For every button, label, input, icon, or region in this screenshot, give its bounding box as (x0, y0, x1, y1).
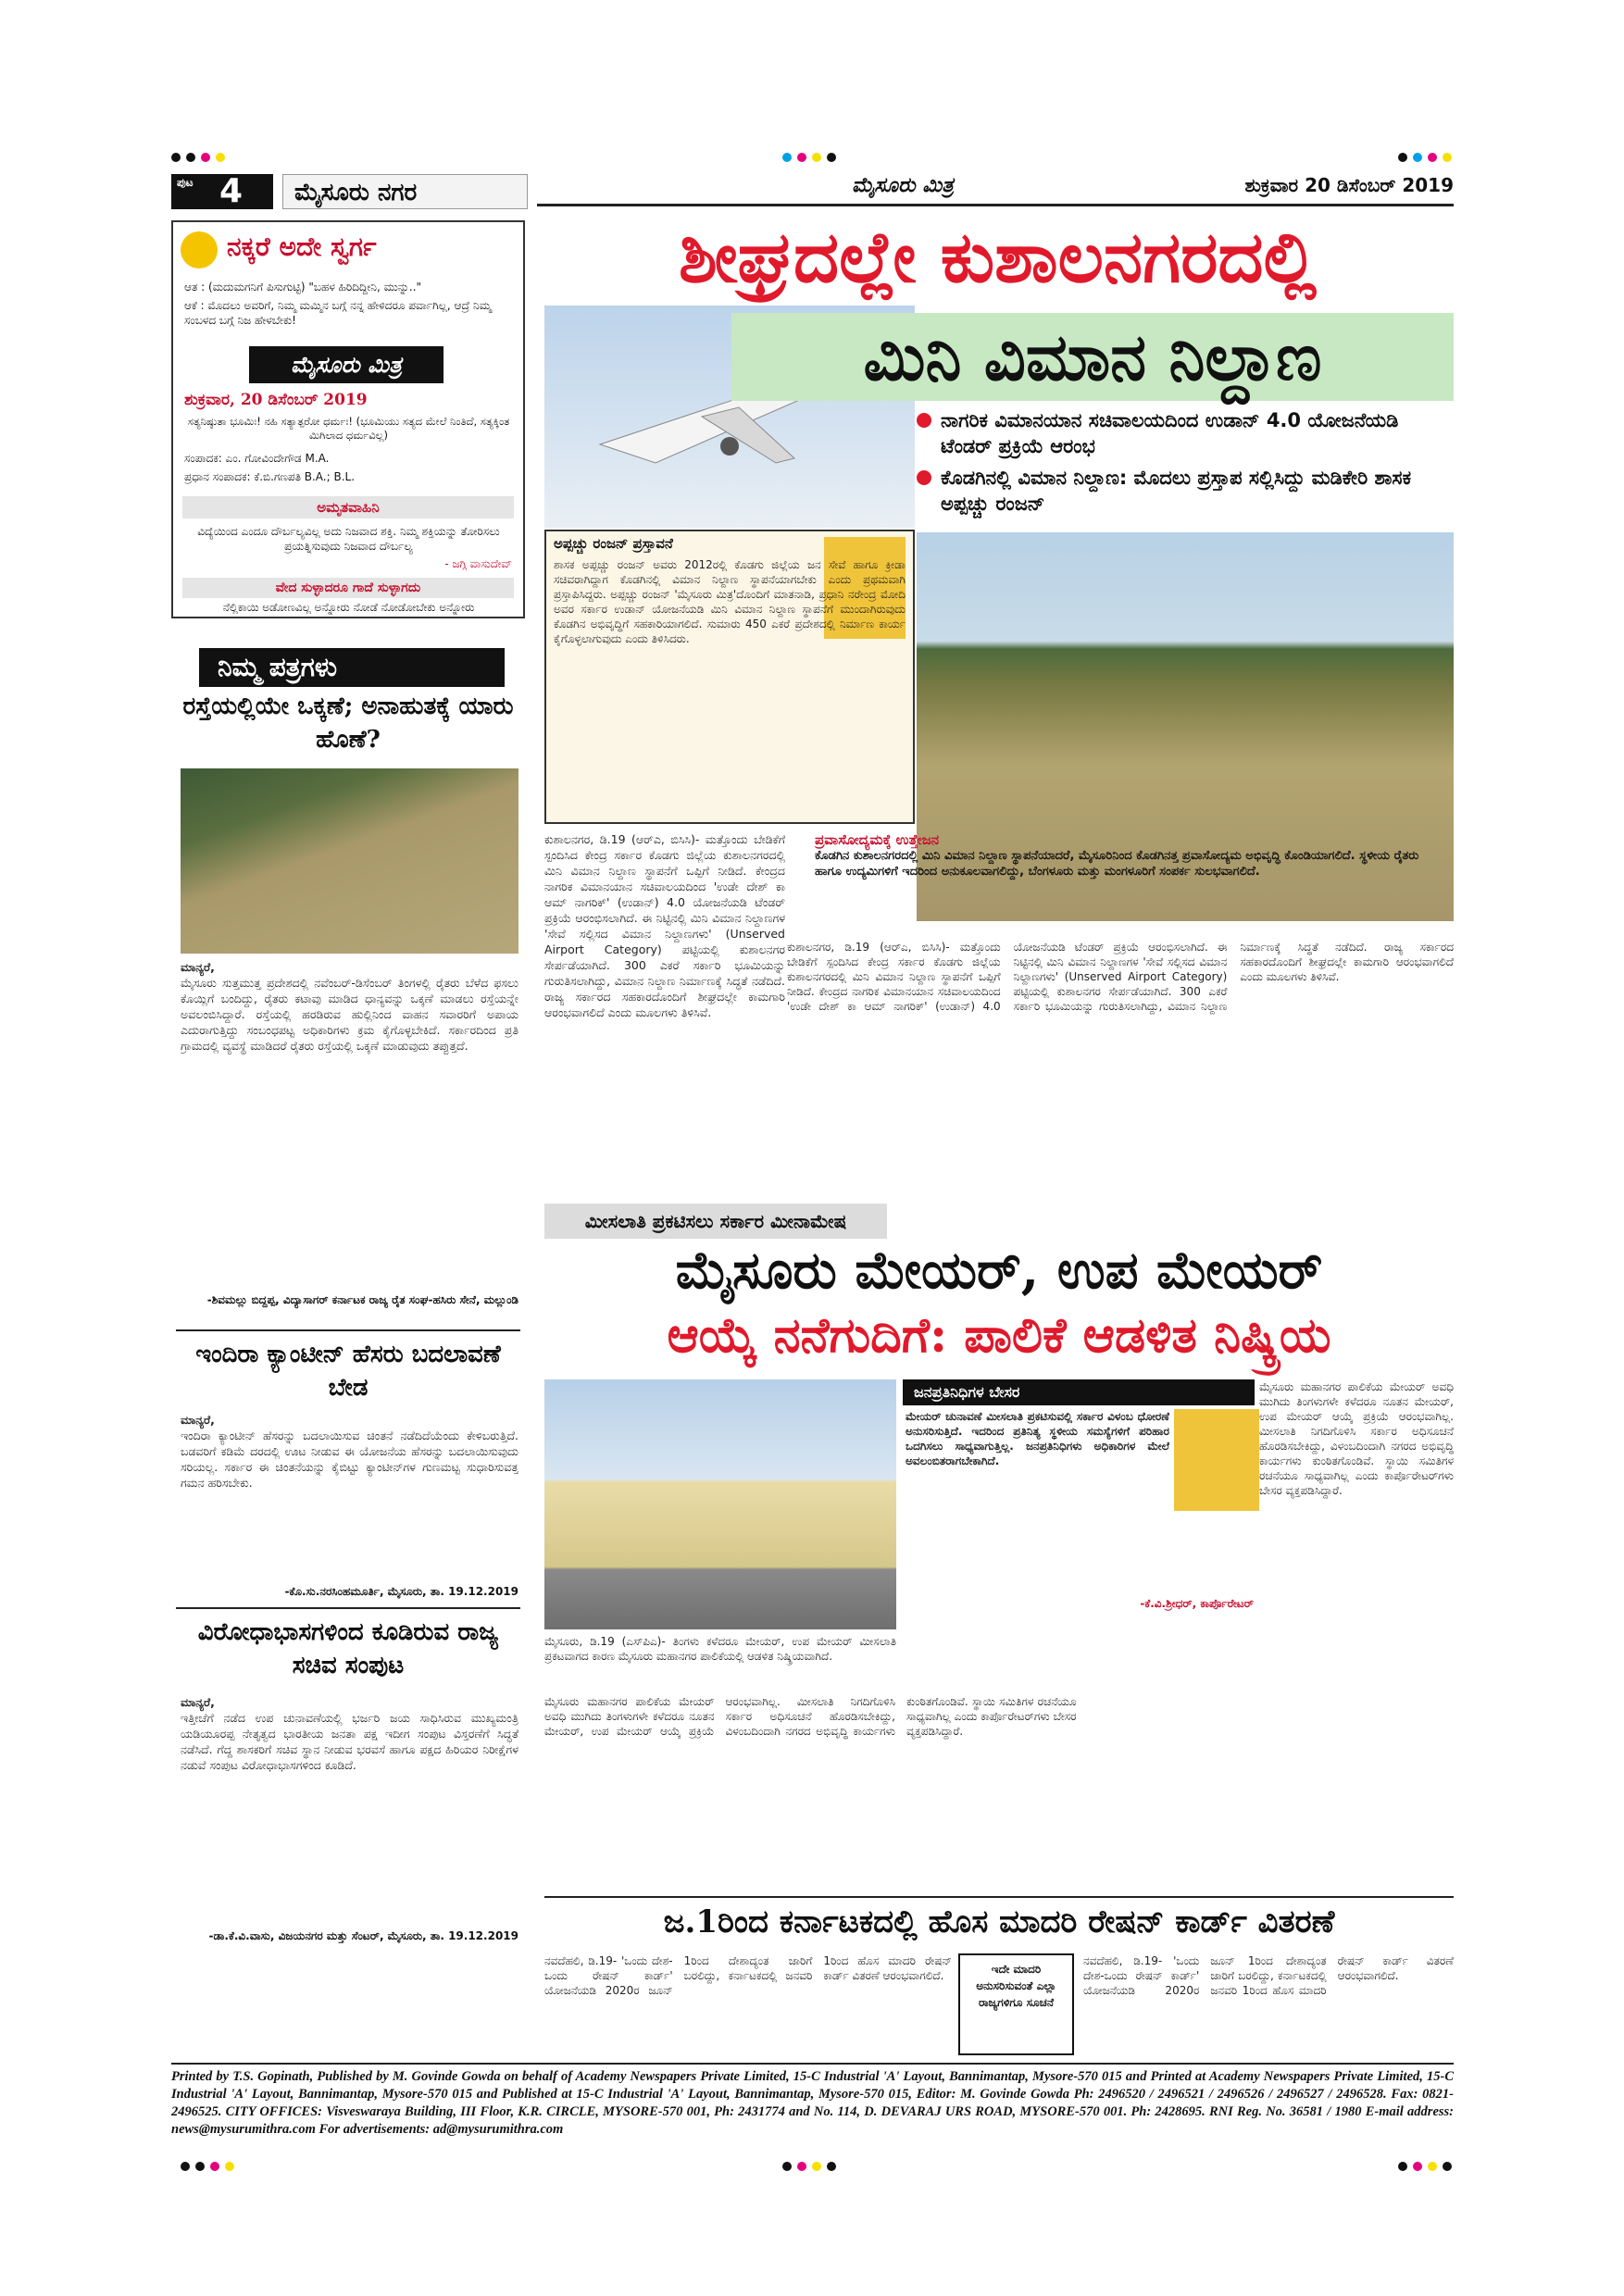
section-title: ಮೈಸೂರು ನಗರ (282, 174, 528, 209)
sidebar-masthead: ಮೈಸೂರು ಮಿತ್ರ (249, 346, 443, 383)
laughing-face-icon (181, 231, 218, 268)
lead-body-continued: ಕುಶಾಲನಗರ, ಡಿ.19 (ಆರ್‌ಎ, ಬಿಸಿಸಿ)- ಮತ್ತೊಂದು ಬೇಡಿಕೆಗೆ ಸ್ಪಂದಿಸಿದ ಕೇಂದ್ರ ಸರ್ಕಾರ ಕೊಡಗು ಜಿಲ್ಲೆಯ ಕುಶಾಲನಗರದಲ್ಲಿ ಮಿನಿ ವಿಮಾನ ನಿಲ್ದಾಣ ಸ್ಥಾಪನೆಗೆ ಒಪ್ಪಿಗೆ ನೀಡಿದೆ. ಕೇಂದ್ರದ ನಾಗರಿಕ ವಿಮಾನಯಾನ ಸಚಿವಾಲಯದಿಂದ 'ಉಡೇ ದೇಶ್ ಕಾ ಆಮ್ ನಾಗರಿಕ್' (ಉಡಾನ್) 4.0 ಯೋಜನೆಯಡಿ ಟೆಂಡರ್ ಪ್ರಕ್ರಿಯೆ ಆರಂಭಿಸಲಾಗಿದೆ. ಈ ನಿಟ್ಟಿನಲ್ಲಿ ಮಿನಿ ವಿಮಾನ ನಿಲ್ದಾಣಗಳ 'ಸೇವೆ ಸಲ್ಲಿಸದ ವಿಮಾನ ನಿಲ್ದಾಣಗಳು' (Unserved Airport Category) ಪಟ್ಟಿಯಲ್ಲಿ ಕುಶಾಲನಗರ ಸೇರ್ಪಡೆಯಾಗಿದೆ. 300 ಎಕರೆ ಸರ್ಕಾರಿ ಭೂಮಿಯನ್ನು ಗುರುತಿಸಲಾಗಿದ್ದು, ವಿಮಾನ ನಿಲ್ದಾಣ ನಿರ್ಮಾಣಕ್ಕೆ ಸಿದ್ಧತೆ ನಡೆದಿದೆ. ರಾಜ್ಯ ಸರ್ಕಾರದ ಸಹಕಾರದೊಂದಿಗೆ ಶೀಘ್ರದಲ್ಲೇ ಕಾಮಗಾರಿ ಆರಂಭವಾಗಲಿದೆ ಎಂದು ಮೂಲಗಳು ತಿಳಿಸಿವೆ. (787, 941, 1454, 1013)
page-number-badge (171, 174, 273, 209)
mayor-box-text: ಮೇಯರ್ ಚುನಾವಣೆ ಮೀಸಲಾತಿ ಪ್ರಕಟಿಸುವಲ್ಲಿ ಸರ್ಕಾರ ವಿಳಂಬ ಧೋರಣೆ ಅನುಸರಿಸುತ್ತಿದೆ. ಇದರಿಂದ ಪ್ರತಿನಿತ್ಯ ಸ್ಥಳೀಯ ಸಮಸ್ಯೆಗಳಿಗೆ ಪರಿಹಾರ ಒದಗಿಸಲು ಸಾಧ್ಯವಾಗುತ್ತಿಲ್ಲ. ಜನಪ್ರತಿನಿಧಿಗಳು ಅಧಿಕಾರಿಗಳ ಮೇಲೆ ಅವಲಂಬಿತರಾಗಬೇಕಾಗಿದೆ. (906, 1410, 1169, 1467)
sidebar-editor: ಸಂಪಾದಕ: ಎಂ. ಗೋವಿಂದೇಗೌಡ M.A. (184, 452, 330, 465)
mayor-box-title: ಜನಪ್ರತಿನಿಧಿಗಳ ಬೇಸರ (903, 1379, 1255, 1405)
quote-author: - ಜಗ್ಗಿ ವಾಸುದೇವ್ (444, 557, 512, 570)
letters-banner-text: ನಿಮ್ಮ ಪತ್ರಗಳು (218, 652, 337, 682)
ranjan-box (544, 530, 915, 824)
mayor-caption: ಮೈಸೂರು, ಡಿ.19 (ಎಸ್‌ಪಿಎ)- ತಿಂಗಳು ಕಳೆದರೂ ಮೇಯರ್, ಉಪ ಮೇಯರ್ ಮೀಸಲಾತಿ ಪ್ರಕಟವಾಗದ ಕಾರಣ ಮೈಸೂರು ಮಹಾನಗರ ಪಾಲಿಕೆಯಲ್ಲಿ ಆಡಳಿತ ನಿಷ್ಕ್ರಿಯವಾಗಿದೆ. (544, 1635, 896, 1663)
divider (544, 1896, 1454, 1898)
letter1-photo-road (181, 768, 518, 954)
footer-rule (171, 2063, 1454, 2065)
veda-title: ವೇದ ಸುಳ್ಳಾದರೂ ಗಾದೆ ಸುಳ್ಳಾಗದು (182, 578, 514, 598)
divider (176, 1607, 520, 1609)
divider (176, 1329, 520, 1331)
lead-headline-2: ಮಿನಿ ವಿಮಾನ ನಿಲ್ದಾಣ (731, 313, 1454, 401)
mayor-headline-1: ಮೈಸೂರು ಮೇಯರ್, ಉಪ ಮೇಯರ್ (675, 1240, 1323, 1301)
registration-marks-bottom (181, 2157, 240, 2175)
lead-bullets (917, 407, 1454, 517)
lead-headline-1: ಶೀಘ್ರದಲ್ಲೇ ಕುಶಾಲನಗರದಲ್ಲಿ (679, 216, 1317, 298)
corporator-portrait (1174, 1409, 1259, 1511)
mayor-body: ಮೈಸೂರು ಮಹಾನಗರ ಪಾಲಿಕೆಯ ಮೇಯರ್ ಅವಧಿ ಮುಗಿದು ತಿಂಗಳುಗಳೇ ಕಳೆದರೂ ನೂತನ ಮೇಯರ್, ಉಪ ಮೇಯರ್ ಆಯ್ಕೆ ಪ್ರಕ್ರಿಯೆ ಆರಂಭವಾಗಿಲ್ಲ. ಮೀಸಲಾತಿ ನಿಗದಿಗೊಳಿಸಿ ಸರ್ಕಾರ ಅಧಿಸೂಚನೆ ಹೊರಡಿಸಬೇಕಿದ್ದು, ವಿಳಂಬದಿಂದಾಗಿ ನಗರದ ಅಭಿವೃದ್ಧಿ ಕಾರ್ಯಗಳು ಕುಂಠಿತಗೊಂಡಿವೆ. ಸ್ಥಾಯಿ ಸಮಿತಿಗಳ ರಚನೆಯೂ ಸಾಧ್ಯವಾಗಿಲ್ಲ ಎಂದು ಕಾರ್ಪೊರೇಟರ್‌ಗಳು ಬೇಸರ ವ್ಯಕ್ತಪಡಿಸಿದ್ದಾರೆ. (1259, 1380, 1454, 1497)
letter1-title: ರಸ್ತೆಯಲ್ಲಿಯೇ ಒಕ್ಕಣೆ; ಅನಾಹುತಕ್ಕೆ ಯಾರು ಹೊಣೆ? (182, 693, 514, 754)
registration-marks-top-right (1398, 148, 1457, 166)
letter2-body: ಇಂದಿರಾ ಕ್ಯಾಂಟೀನ್ ಹೆಸರನ್ನು ಬದಲಾಯಿಸುವ ಚಿಂತನೆ ನಡೆದಿದೆಯೆಂದು ಕೇಳಿಬರುತ್ತಿದೆ. ಬಡವರಿಗೆ ಕಡಿಮೆ ದರದಲ್ಲಿ ಊಟ ನೀಡುವ ಈ ಯೋಜನೆಯ ಹೆಸರನ್ನು ಬದಲಾಯಿಸುವುದು ಸರಿಯಲ್ಲ. ಸರ್ಕಾರ ಈ ಚಿಂತನೆಯನ್ನು ಕೈಬಿಟ್ಟು ಕ್ಯಾಂಟೀನ್‌ಗಳ ಗುಣಮಟ್ಟ ಸುಧಾರಿಸುವತ್ತ ಗಮನ ಹರಿಸಬೇಕು. (181, 1429, 518, 1490)
lead-bullet-1: ನಾಗರಿಕ ವಿಮಾನಯಾನ ಸಚಿವಾಲಯದಿಂದ ಉಡಾನ್ 4.0 ಯೋಜನೆಯಡಿ ಟೆಂಡರ್ ಪ್ರಕ್ರಿಯೆ ಆರಂಭ (941, 409, 1399, 457)
registration-marks-top-center (782, 148, 842, 166)
lead-bullet-2: ಕೊಡಗಿನಲ್ಲಿ ವಿಮಾನ ನಿಲ್ದಾಣ: ಮೊದಲು ಪ್ರಸ್ತಾಪ ಸಲ್ಲಿಸಿದ್ದು ಮಡಿಕೇರಿ ಶಾಸಕ ಅಪ್ಪಚ್ಚು ರಂಜನ್ (941, 467, 1412, 515)
veda-text: ನೆಲ್ಲಿಕಾಯಿ ಅಡೋಣವಿಲ್ಲ ಅನ್ನೋರು ನೋಡೆ ನೋಡೋಬೇಕು ಅನ್ನೋರು (222, 601, 475, 614)
mayor-body-continued: ಮೈಸೂರು ಮಹಾನಗರ ಪಾಲಿಕೆಯ ಮೇಯರ್ ಅವಧಿ ಮುಗಿದು ತಿಂಗಳುಗಳೇ ಕಳೆದರೂ ನೂತನ ಮೇಯರ್, ಉಪ ಮೇಯರ್ ಆಯ್ಕೆ ಪ್ರಕ್ರಿಯೆ ಆರಂಭವಾಗಿಲ್ಲ. ಮೀಸಲಾತಿ ನಿಗದಿಗೊಳಿಸಿ ಸರ್ಕಾರ ಅಧಿಸೂಚನೆ ಹೊರಡಿಸಬೇಕಿದ್ದು, ವಿಳಂಬದಿಂದಾಗಿ ನಗರದ ಅಭಿವೃದ್ಧಿ ಕಾರ್ಯಗಳು ಕುಂಠಿತಗೊಂಡಿವೆ. ಸ್ಥಾಯಿ ಸಮಿತಿಗಳ ರಚನೆಯೂ ಸಾಧ್ಯವಾಗಿಲ್ಲ ಎಂದು ಕಾರ್ಪೊರೇಟರ್‌ಗಳು ಬೇಸರ ವ್ಯಕ್ತಪಡಿಸಿದ್ದಾರೆ. (544, 1695, 1077, 1738)
registration-marks-top (171, 148, 231, 166)
mayor-headline-2: ಆಯ್ಕೆ ನನೆಗುದಿಗೆ: ಪಾಲಿಕೆ ಆಡಳಿತ ನಿಷ್ಕ್ರಿಯ (667, 1307, 1331, 1364)
tourism-pull (787, 831, 1435, 933)
joke-box (171, 220, 525, 618)
mayor-box-author: -ಕೆ.ವಿ.ಶ್ರೀಧರ್, ಕಾರ್ಪೊರೇಟರ್ (1140, 1597, 1254, 1610)
letters-banner (199, 648, 505, 687)
page-label: ಪುಟ (177, 176, 194, 189)
ration-body-continued: ನವದೆಹಲಿ, ಡಿ.19- 'ಒಂದು ದೇಶ-ಒಂದು ರೇಷನ್ ಕಾರ್ಡ್' ಯೋಜನೆಯಡಿ 2020ರ ಜೂನ್ 1ರಿಂದ ದೇಶಾದ್ಯಂತ ಜಾರಿಗೆ ಬರಲಿದ್ದು, ಕರ್ನಾಟಕದಲ್ಲಿ ಜನವರಿ 1ರಿಂದ ಹೊಸ ಮಾದರಿ ರೇಷನ್ ಕಾರ್ಡ್ ವಿತರಣೆ ಆರಂಭವಾಗಲಿದೆ. (1083, 1954, 1454, 1997)
bullet-icon (917, 413, 931, 428)
letter1-author: -ಶಿವಮಲ್ಲು ಬಿದ್ದಪ್ಪ, ವಿದ್ಯಾಸಾಗರ್ ಕರ್ನಾಟಕ ರಾಜ್ಯ ರೈತ ಸಂಘ-ಹಸಿರು ಸೇನೆ, ಮಲ್ಲುಂಡಿ (206, 1293, 518, 1306)
letter3-body: ಇತ್ತೀಚೆಗೆ ನಡೆದ ಉಪ ಚುನಾವಣೆಯಲ್ಲಿ ಭರ್ಜರಿ ಜಯ ಸಾಧಿಸಿರುವ ಮುಖ್ಯಮಂತ್ರಿ ಯಡಿಯೂರಪ್ಪ ನೇತೃತ್ವದ ಭಾರತೀಯ ಜನತಾ ಪಕ್ಷ ಇದೀಗ ಸಂಪುಟ ವಿಸ್ತರಣೆಗೆ ಸಿದ್ಧತೆ ನಡೆಸಿದೆ. ಗೆದ್ದ ಶಾಸಕರಿಗೆ ಸಚಿವ ಸ್ಥಾನ ನೀಡುವ ಭರವಸೆ ಹಾಗೂ ಪಕ್ಷದ ಹಿರಿಯರ ನಿರೀಕ್ಷೆಗಳ ನಡುವೆ ಸಂಪುಟ ವಿರೋಧಾಭಾಸಗಳಿಂದ ಕೂಡಿದೆ. (181, 1711, 518, 1772)
letter2-author: -ಕೊ.ಸು.ನರಸಿಂಹಮೂರ್ತಿ, ಮೈಸೂರು, ತಾ. 19.12.2019 (284, 1585, 518, 1598)
mayor-kicker: ಮೀಸಲಾತಿ ಪ್ರಕಟಿಸಲು ಸರ್ಕಾರ ಮೀನಾಮೇಷ (544, 1204, 887, 1239)
letter1-place: ಮಾನ್ಯರೆ, (181, 960, 215, 974)
letter3-author: -ಡಾ.ಕೆ.ವಿ.ವಾಸು, ವಿಜಯನಗರ ಮತ್ತು ಸೆಂಟರ್, ಮೈಸೂರು, ತಾ. 19.12.2019 (208, 1929, 518, 1942)
lead-body-columns (787, 940, 1454, 1204)
joke-title: ನಕ್ಕರೆ ಅದೇ ಸ್ವರ್ಗ (227, 231, 377, 262)
quote-text: ವಿದ್ಯೆಯಿಂದ ಎಂದೂ ದೌರ್ಬಲ್ಯವಿಲ್ಲ ಅದು ನಿಜವಾದ ಶಕ್ತಿ. ನಿಮ್ಮ ಶಕ್ತಿಯನ್ನು ತೋರಿಸಲು ಪ್ರಯತ್ನಿಸುವುದು ನಿಜವಾದ ದೌರ್ಬಲ್ಯ (197, 525, 500, 553)
sidebar-chief-editor: ಪ್ರಧಾನ ಸಂಪಾದಕ: ಕೆ.ಬಿ.ಗಣಪತಿ B.A.; B.L. (184, 470, 356, 483)
sidebar-motto: ಸತ್ಯನಿಷ್ಠುತಾ ಭೂಮಿಃ! ನಹಿ ಸತ್ಯಾತ್ಪರೋ ಧರ್ಮಃ! (ಭೂಮಿಯು ಸತ್ಯದ ಮೇಲೆ ನಿಂತಿದೆ, ಸತ್ಯಕ್ಕಿಂತ ಮಿಗಿಲಾದ ಧರ್ಮವಿಲ್ಲ) (187, 415, 510, 442)
masthead: ಮೈಸೂರು ಮಿತ್ರ (852, 174, 954, 197)
joke-line-1: ಆತ : (ಮದುಮಗನಿಗೆ ಪಿಸುಗುಟ್ಟಿ) "ಬಹಳ ಹಿರಿದಿದ್ದೀನಿ, ಮುನ್ನು.." (184, 281, 422, 293)
letter1-body: ಮೈಸೂರು ಸುತ್ತಮುತ್ತ ಪ್ರದೇಶದಲ್ಲಿ ನವೆಂಬರ್-ಡಿಸೆಂಬರ್ ತಿಂಗಳಲ್ಲಿ ರೈತರು ಬೆಳೆದ ಫಸಲು ಕೊಯ್ಲಿಗೆ ಬಂದಿದ್ದು, ರೈತರು ಕಟಾವು ಮಾಡಿದ ಧಾನ್ಯವನ್ನು ಒಕ್ಕಣೆ ಮಾಡಲು ರಸ್ತೆಯನ್ನೇ ಅವಲಂಬಿಸಿದ್ದಾರೆ. ರಸ್ತೆಯಲ್ಲಿ ಹರಡಿರುವ ಹುಲ್ಲಿನಿಂದ ವಾಹನ ಸವಾರರಿಗೆ ಅಪಾಯ ಎದುರಾಗುತ್ತಿದ್ದು ಸಂಬಂಧಪಟ್ಟ ಅಧಿಕಾರಿಗಳು ಕ್ರಮ ಕೈಗೊಳ್ಳಬೇಕಿದೆ. ಸರ್ಕಾರದಿಂದ ಪ್ರತಿ ಗ್ರಾಮದಲ್ಲಿ ವ್ಯವಸ್ಥೆ ಮಾಡಿದರೆ ರೈತರು ರಸ್ತೆಯಲ್ಲಿ ಒಕ್ಕಣೆ ಮಾಡುವುದು ತಪ್ಪುತ್ತದೆ. (181, 976, 518, 1053)
ranjan-box-text: ಶಾಸಕ ಅಪ್ಪಚ್ಚು ರಂಜನ್ ಅವರು 2012ರಲ್ಲಿ ಕೊಡಗು ಜಿಲ್ಲೆಯ ಜನ ಸೇವೆ ಹಾಗೂ ಕ್ರೀಡಾ ಸಚಿವರಾಗಿದ್ದಾಗ ಕೊಡಗಿನಲ್ಲಿ ವಿಮಾನ ನಿಲ್ದಾಣ ಸ್ಥಾಪನೆಯಾಗಬೇಕು ಎಂದು ಪ್ರಥಮವಾಗಿ ಪ್ರಸ್ತಾಪಿಸಿದ್ದರು. ಅಪ್ಪಚ್ಚು ರಂಜನ್ 'ಮೈಸೂರು ಮಿತ್ರ'ದೊಂದಿಗೆ ಮಾತನಾಡಿ, ಪ್ರಧಾನಿ ನರೇಂದ್ರ ಮೋದಿ ಅವರ ಸರ್ಕಾರ ಉಡಾನ್ ಯೋಜನೆಯಡಿ ಮಿನಿ ವಿಮಾನ ನಿಲ್ದಾಣ ಸ್ಥಾಪನೆಗೆ ಮುಂದಾಗಿರುವುದು ಕೊಡಗಿನ ಅಭಿವೃದ್ಧಿಗೆ ಸಹಕಾರಿಯಾಗಲಿದೆ. ಸುಮಾರು 450 ಎಕರೆ ಪ್ರದೇಶದಲ್ಲಿ ನಿರ್ಮಾಣ ಕಾರ್ಯ ಕೈಗೊಳ್ಳಲಾಗುವುದು ಎಂದು ತಿಳಿಸಿದರು. (554, 558, 906, 645)
city-hall-photo (544, 1379, 896, 1629)
ration-headline: ಜ.1ರಿಂದ ಕರ್ನಾಟಕದಲ್ಲಿ ಹೊಸ ಮಾದರಿ ರೇಷನ್ ಕಾರ್ಡ್ ವಿತರಣೆ (663, 1903, 1335, 1940)
ration-body: ನವದೆಹಲಿ, ಡಿ.19- 'ಒಂದು ದೇಶ-ಒಂದು ರೇಷನ್ ಕಾರ್ಡ್' ಯೋಜನೆಯಡಿ 2020ರ ಜೂನ್ 1ರಿಂದ ದೇಶಾದ್ಯಂತ ಜಾರಿಗೆ ಬರಲಿದ್ದು, ಕರ್ನಾಟಕದಲ್ಲಿ ಜನವರಿ 1ರಿಂದ ಹೊಸ ಮಾದರಿ ರೇಷನ್ ಕಾರ್ಡ್ ವಿತರಣೆ ಆರಂಭವಾಗಲಿದೆ. (544, 1954, 952, 1997)
pull-title: ಪ್ರವಾಸೋದ್ಯಮಕ್ಕೆ ಉತ್ತೇಜನ (815, 831, 940, 848)
letter2-place: ಮಾನ್ಯರೆ, (181, 1413, 215, 1427)
letter3-place: ಮಾನ್ಯರೆ, (181, 1695, 215, 1709)
footer-imprint: Printed by T.S. Gopinath, Published by M. Govinde Gowda on behalf of Academy Newspapers Private Limited, 15-C Industrial 'A' Layout, Bannimantap, Mysore-570 015 and Printed at Academy Newspapers Private Limited, 15-C Industrial 'A' Layout, Bannimantap, Mysore-570 015 and Published at 15-C Industrial 'A' Layout, Bannimantap, Mysore-570 015, Editor: M. Govinde Gowda Ph: 2496520 / 2496521 / 2496526 / 2496527 / 2496528. Fax: 0821-2496525. CITY OFFICES: Visveswaraya Building, III Floor, K.R. CIRCLE, MYSORE-570 001, Ph: 2431774 and No. 114, D. DEVARAJ URS ROAD, MYSORE-570 001. Ph: 2428695. RNI Reg. No. 36581 / 1980 E-mail address: news@mysurumithra.com For advertisements: ad@mysurumithra.com (171, 2069, 1454, 2137)
header-date: ಶುಕ್ರವಾರ 20 ಡಿಸೆಂಬರ್ 2019 (1244, 174, 1454, 196)
registration-marks-bottom-center (782, 2157, 842, 2175)
letter2-title: ಇಂದಿರಾ ಕ್ಯಾಂಟೀನ್ ಹೆಸರು ಬದಲಾವಣೆ ಬೇಡ (195, 1341, 501, 1402)
ration-body-columns-right (1083, 1953, 1454, 2055)
pull-text: ಕೊಡಗಿನ ಕುಶಾಲನಗರದಲ್ಲಿ ಮಿನಿ ವಿಮಾನ ನಿಲ್ದಾಣ ಸ್ಥಾಪನೆಯಾದರೆ, ಮೈಸೂರಿನಿಂದ ಕೊಡಗಿನತ್ತ ಪ್ರವಾಸೋದ್ಯಮ ಅಭಿವೃದ್ಧಿ ಕೊಂಡಿಯಾಗಲಿದೆ. ಸ್ಥಳೀಯ ರೈತರು ಹಾಗೂ ಉದ್ಯಮಿಗಳಿಗೆ ಇದರಿಂದ ಅನುಕೂಲವಾಗಲಿದ್ದು, ಬೆಂಗಳೂರು ಮತ್ತು ಮಂಗಳೂರಿಗೆ ಸಂಪರ್ಕ ಸುಲಭವಾಗಲಿದೆ. (815, 849, 1419, 879)
header-rule (537, 204, 1454, 206)
lead-body: ಕುಶಾಲನಗರ, ಡಿ.19 (ಆರ್‌ಎ, ಬಿಸಿಸಿ)- ಮತ್ತೊಂದು ಬೇಡಿಕೆಗೆ ಸ್ಪಂದಿಸಿದ ಕೇಂದ್ರ ಸರ್ಕಾರ ಕೊಡಗು ಜಿಲ್ಲೆಯ ಕುಶಾಲನಗರದಲ್ಲಿ ಮಿನಿ ವಿಮಾನ ನಿಲ್ದಾಣ ಸ್ಥಾಪನೆಗೆ ಒಪ್ಪಿಗೆ ನೀಡಿದೆ. ಕೇಂದ್ರದ ನಾಗರಿಕ ವಿಮಾನಯಾನ ಸಚಿವಾಲಯದಿಂದ 'ಉಡೇ ದೇಶ್ ಕಾ ಆಮ್ ನಾಗರಿಕ್' (ಉಡಾನ್) 4.0 ಯೋಜನೆಯಡಿ ಟೆಂಡರ್ ಪ್ರಕ್ರಿಯೆ ಆರಂಭಿಸಲಾಗಿದೆ. ಈ ನಿಟ್ಟಿನಲ್ಲಿ ಮಿನಿ ವಿಮಾನ ನಿಲ್ದಾಣಗಳ 'ಸೇವೆ ಸಲ್ಲಿಸದ ವಿಮಾನ ನಿಲ್ದಾಣಗಳು' (Unserved Airport Category) ಪಟ್ಟಿಯಲ್ಲಿ ಕುಶಾಲನಗರ ಸೇರ್ಪಡೆಯಾಗಿದೆ. 300 ಎಕರೆ ಸರ್ಕಾರಿ ಭೂಮಿಯನ್ನು ಗುರುತಿಸಲಾಗಿದ್ದು, ವಿಮಾನ ನಿಲ್ದಾಣ ನಿರ್ಮಾಣಕ್ಕೆ ಸಿದ್ಧತೆ ನಡೆದಿದೆ. ರಾಜ್ಯ ಸರ್ಕಾರದ ಸಹಕಾರದೊಂದಿಗೆ ಶೀಘ್ರದಲ್ಲೇ ಕಾಮಗಾರಿ ಆರಂಭವಾಗಲಿದೆ ಎಂದು ಮೂಲಗಳು ತಿಳಿಸಿವೆ. (544, 832, 785, 1019)
ranjan-box-title: ಅಪ್ಪಚ್ಚು ರಂಜನ್ ಪ್ರಸ್ತಾವನೆ (554, 535, 673, 552)
letter3-title: ವಿರೋಧಾಭಾಸಗಳಿಂದ ಕೂಡಿರುವ ರಾಜ್ಯ ಸಚಿವ ಸಂಪುಟ (197, 1618, 499, 1679)
page-number: 4 (219, 172, 244, 210)
ration-pull: ಇದೇ ಮಾದರಿ ಅನುಸರಿಸುವಂತೆ ಎಲ್ಲಾ ರಾಜ್ಯಗಳಿಗೂ ಸೂಚನೆ (958, 1953, 1074, 2055)
mayor-body-columns (544, 1694, 1257, 1889)
bullet-icon (917, 470, 931, 485)
registration-marks-bottom-right (1398, 2157, 1457, 2175)
joke-line-2: ಆಕೆ : ಮೊದಲು ಅವರಿಗೆ, ನಿಮ್ಮ ಮಮ್ಮಿನ ಬಗ್ಗೆ ನನ್ನ ಹೇಳಿದರೂ ಪರ್ವಾಗಿಲ್ಲ, ಆದ್ರೆ ನಿಮ್ಮ ಸಂಬಳದ ಬಗ್ಗೆ ನಿಜ ಹೇಳಬೇಕು! (184, 299, 492, 327)
ration-body-columns (544, 1953, 952, 2055)
quote-title: ಅಮೃತವಾಹಿನಿ (182, 496, 514, 518)
sidebar-date: ಶುಕ್ರವಾರ, 20 ಡಿಸೆಂಬರ್ 2019 (184, 391, 368, 409)
